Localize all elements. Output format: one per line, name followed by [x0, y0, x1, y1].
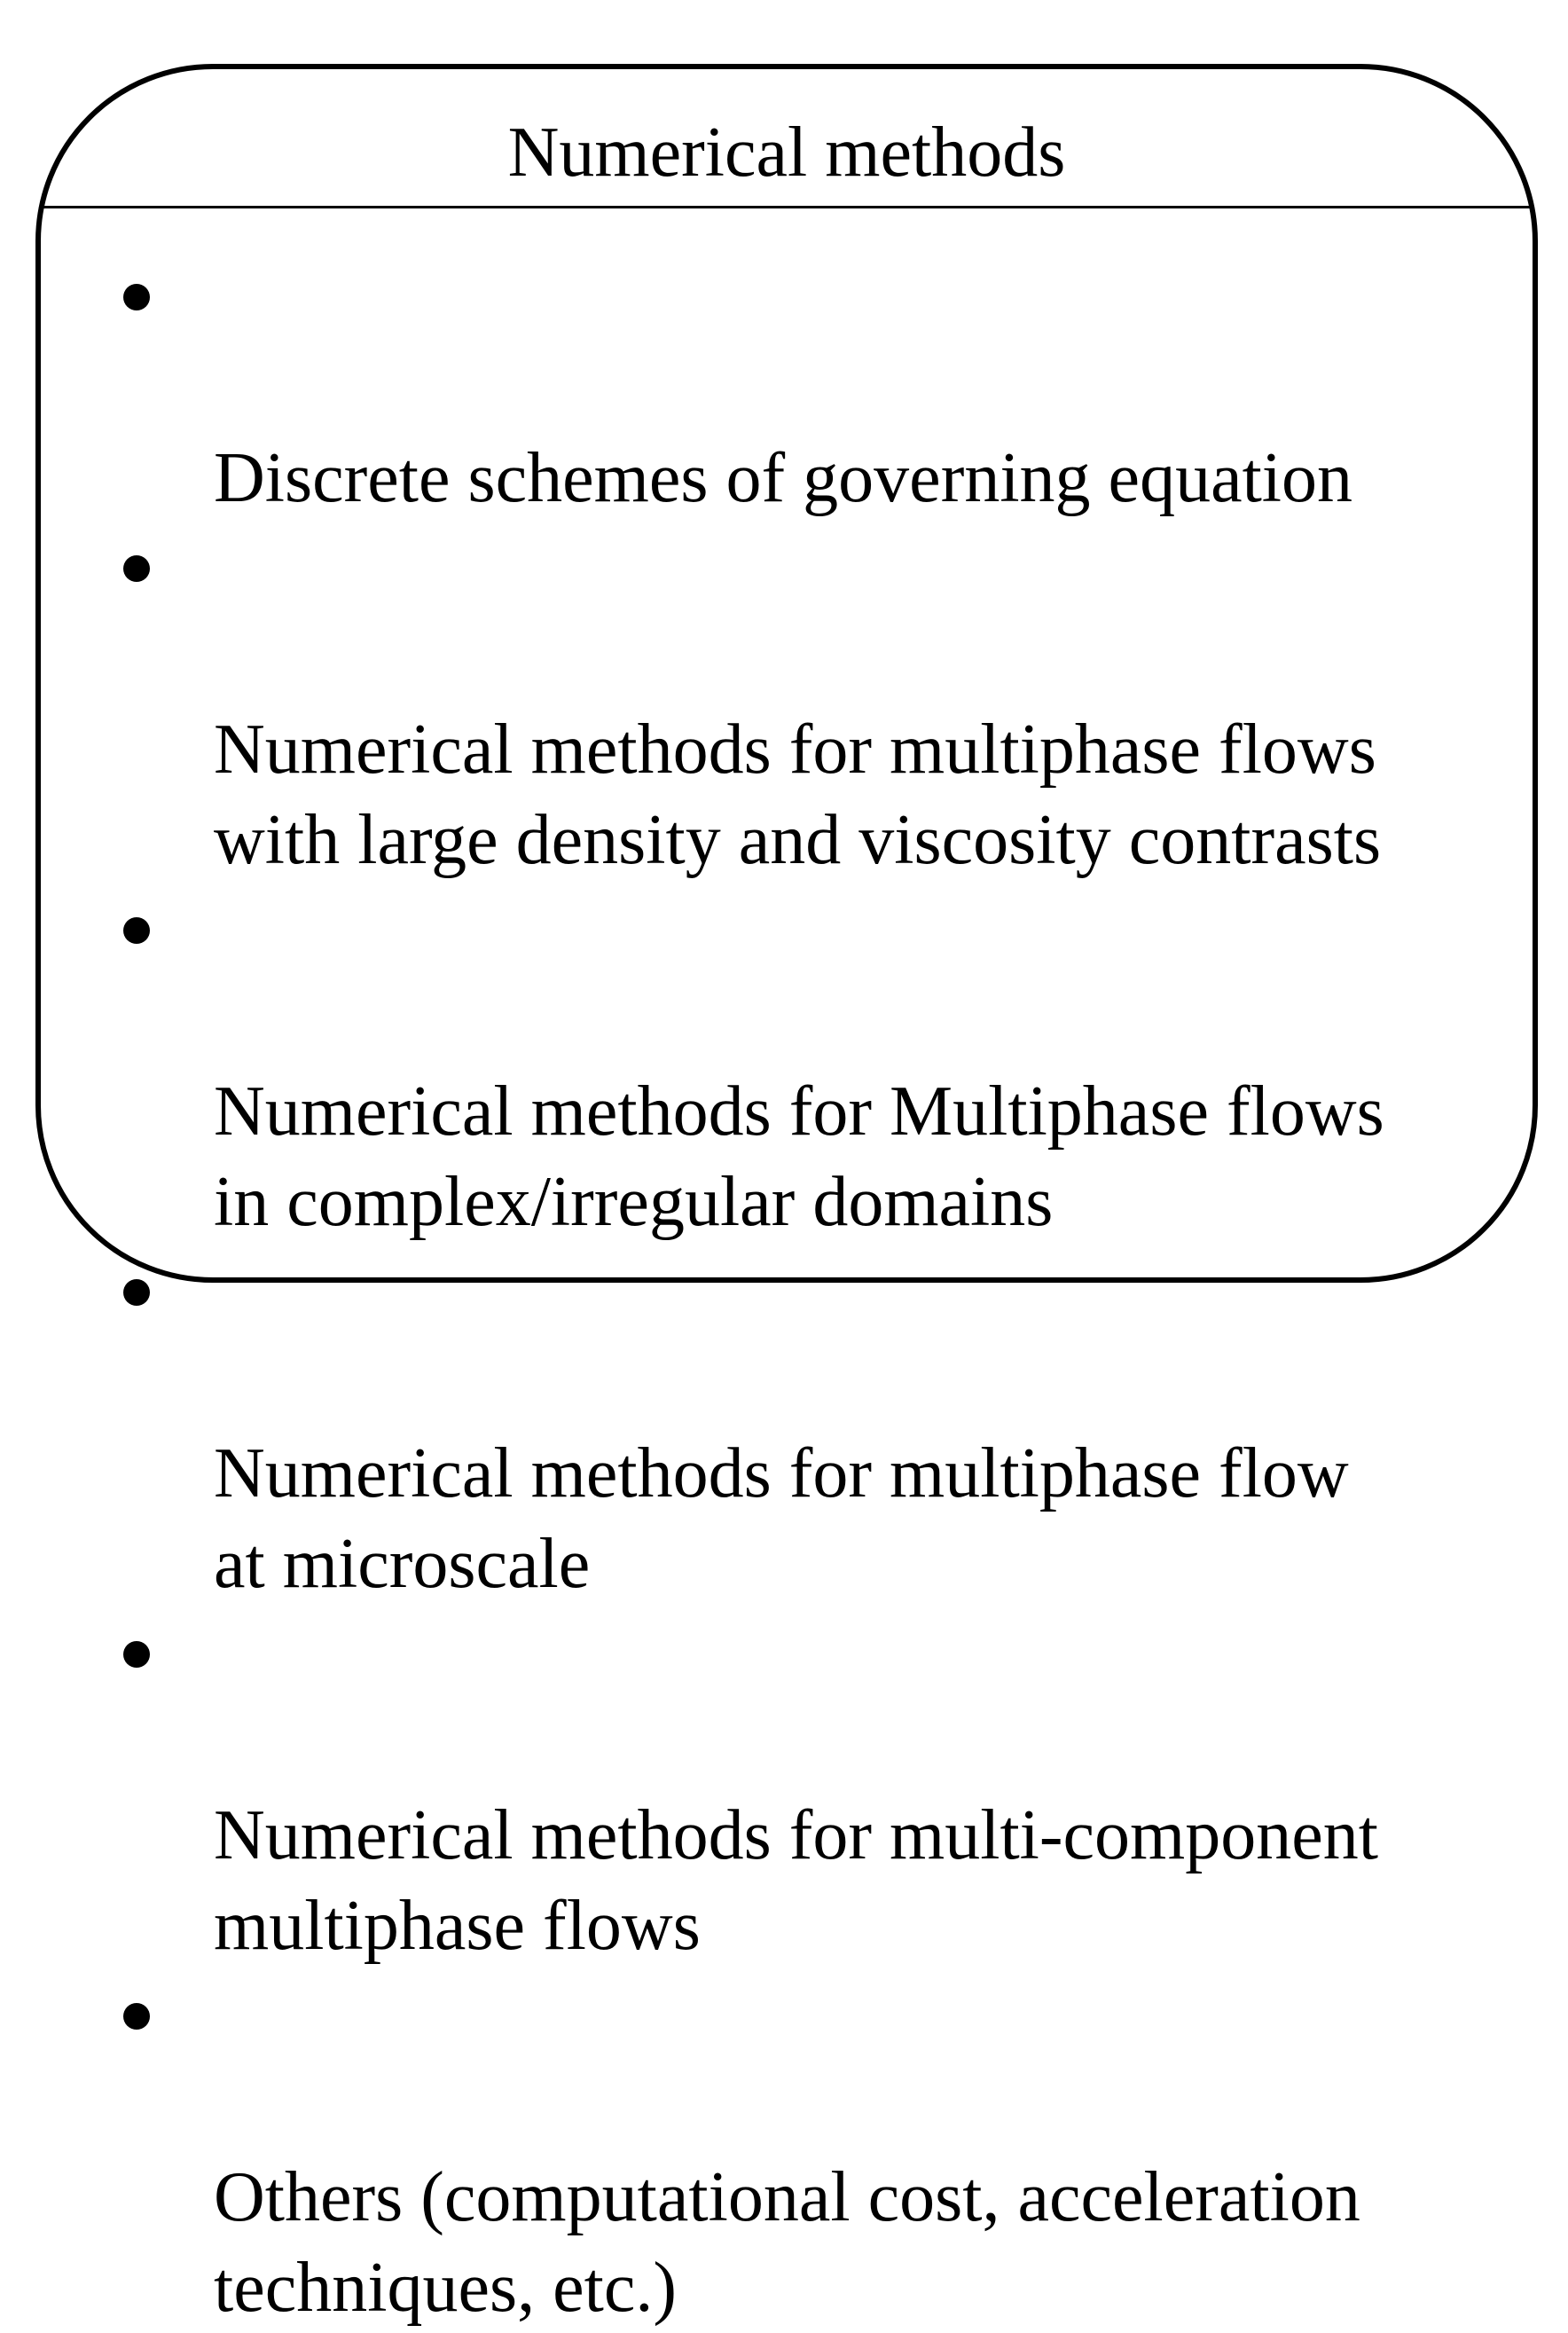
method-list [41, 252, 1533, 2333]
list-item [41, 252, 1533, 523]
list-item [41, 885, 1533, 1247]
numerical-methods-box [35, 64, 1538, 2327]
list-item [41, 523, 1533, 885]
list-item [41, 1609, 1533, 1971]
bullet-icon [123, 917, 150, 944]
list-item-text: Numerical methods for Multiphase flows in complex/irregular domains [214, 1072, 1384, 1241]
list-item-text: Numerical methods for multiphase flows with large density and viscosity contrasts [214, 711, 1382, 879]
list-item-text: Numerical methods for multiphase flow at microscale [214, 1434, 1349, 1603]
box-title: Numerical methods [507, 114, 1066, 192]
bullet-icon [123, 1641, 150, 1668]
list-item [41, 1971, 1533, 2333]
bullet-icon [123, 2003, 150, 2030]
list-item-text: Discrete schemes of governing equation [214, 439, 1353, 517]
title-divider [41, 206, 1533, 208]
bullet-icon [123, 284, 150, 310]
list-item-text: Numerical methods for multi-component multiphase flows [214, 1796, 1379, 1965]
bullet-icon [123, 1279, 150, 1306]
list-item-text: Others (computational cost, acceleration techniques, etc.) [214, 2158, 1360, 2327]
list-item [41, 1247, 1533, 1609]
bullet-icon [123, 555, 150, 582]
